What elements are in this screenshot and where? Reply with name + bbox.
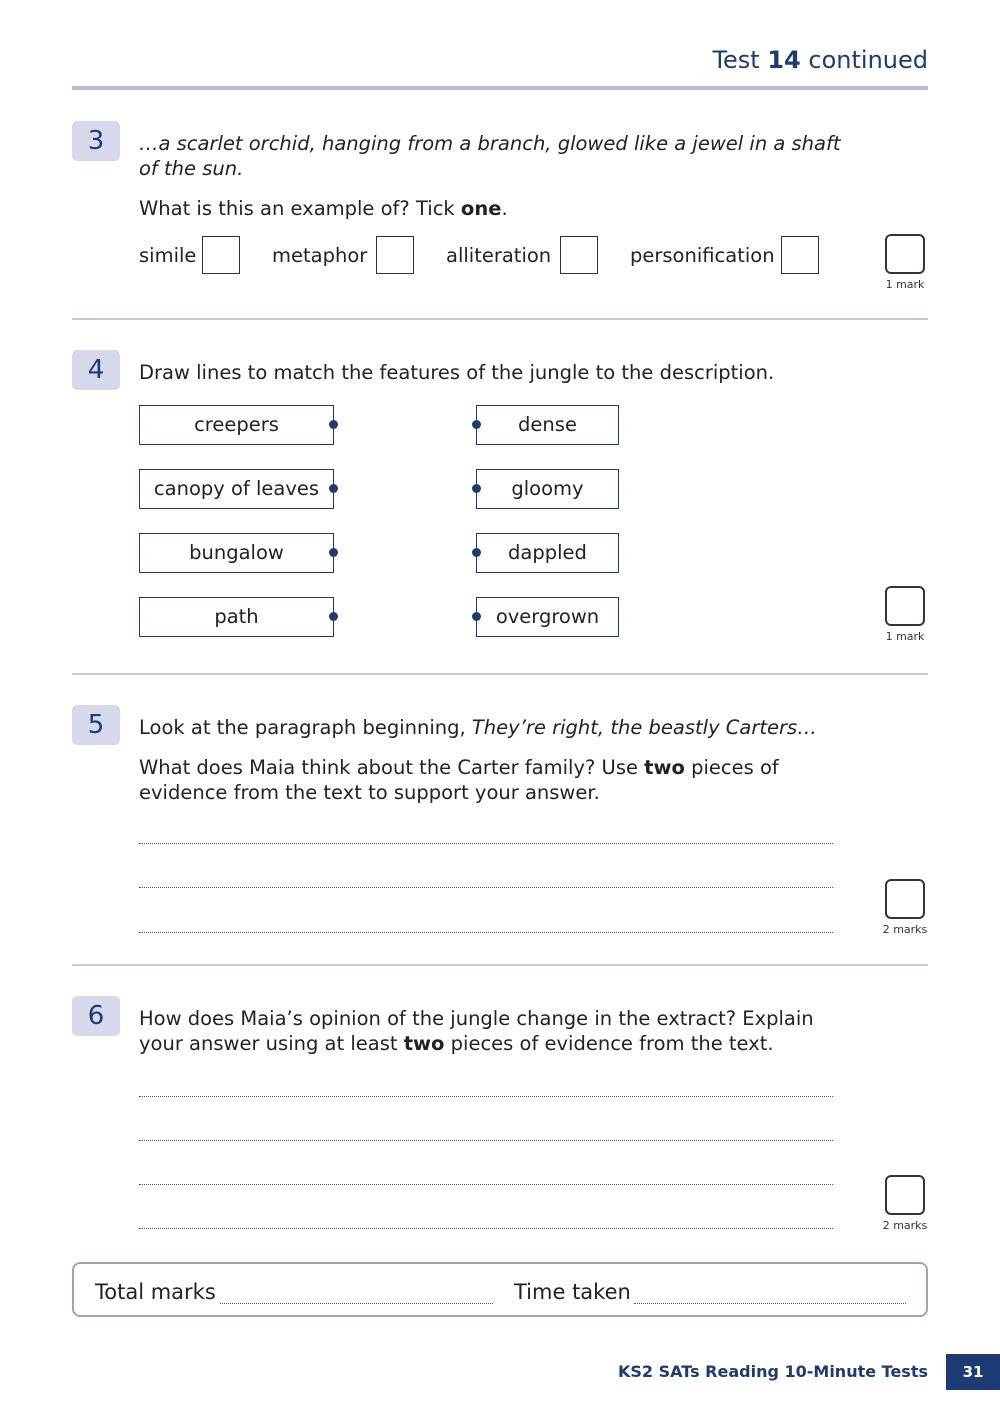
description-connector-dot[interactable] — [472, 548, 481, 557]
description-gloomy[interactable]: gloomy — [476, 469, 619, 509]
answer-line[interactable] — [139, 887, 833, 888]
description-connector-dot[interactable] — [472, 484, 481, 493]
option-simile-tickbox[interactable] — [202, 236, 240, 274]
section-divider — [72, 964, 928, 966]
question-6-line-1: How does Maia’s opinion of the jungle change in the extract? Explain — [139, 1007, 814, 1030]
question-3-mark-label: 1 mark — [885, 278, 925, 291]
question-3-quote-line-1: …a scarlet orchid, hanging from a branch, glowed like a jewel in a shaft — [139, 132, 841, 155]
question-4-mark-label: 1 mark — [885, 630, 925, 643]
option-alliteration-tickbox[interactable] — [560, 236, 598, 274]
question-4-prompt: Draw lines to match the features of the jungle to the description. — [139, 361, 775, 384]
section-divider — [72, 673, 928, 675]
answer-line[interactable] — [139, 1184, 833, 1185]
question-5-line-3: evidence from the text to support your answer. — [139, 781, 600, 804]
answer-line[interactable] — [139, 932, 833, 933]
feature-path[interactable]: path — [139, 597, 334, 637]
question-5-mark-box[interactable] — [885, 879, 925, 919]
question-4-mark-box[interactable] — [885, 586, 925, 626]
section-divider — [72, 318, 928, 320]
question-3-quote-line-2: of the sun. — [139, 157, 244, 180]
question-6-number: 6 — [72, 996, 120, 1036]
footer-book-title: KS2 SATs Reading 10-Minute Tests — [618, 1362, 928, 1381]
answer-line[interactable] — [139, 1228, 833, 1229]
feature-connector-dot[interactable] — [329, 420, 338, 429]
feature-bungalow[interactable]: bungalow — [139, 533, 334, 573]
time-taken-field[interactable] — [634, 1303, 906, 1304]
question-5-mark-label: 2 marks — [882, 923, 928, 936]
page-header-title: Test 14 continued — [712, 46, 928, 74]
total-marks-label: Total marks — [95, 1280, 216, 1304]
question-3-number: 3 — [72, 121, 120, 161]
question-5-line-2: What does Maia think about the Carter family? Use two pieces of — [139, 756, 779, 779]
feature-canopy-of-leaves[interactable]: canopy of leaves — [139, 469, 334, 509]
question-3-prompt: What is this an example of? Tick one. — [139, 197, 508, 220]
page-number: 31 — [946, 1354, 1000, 1390]
option-personification-tickbox[interactable] — [781, 236, 819, 274]
question-6-mark-box[interactable] — [885, 1175, 925, 1215]
description-overgrown[interactable]: overgrown — [476, 597, 619, 637]
feature-connector-dot[interactable] — [329, 484, 338, 493]
question-6-mark-label: 2 marks — [882, 1219, 928, 1232]
answer-line[interactable] — [139, 1140, 833, 1141]
time-taken-label: Time taken — [514, 1280, 631, 1304]
total-marks-field[interactable] — [220, 1303, 493, 1304]
option-metaphor-label: metaphor — [272, 244, 368, 267]
option-metaphor-tickbox[interactable] — [376, 236, 414, 274]
answer-line[interactable] — [139, 843, 833, 844]
option-alliteration-label: alliteration — [446, 244, 552, 267]
answer-line[interactable] — [139, 1096, 833, 1097]
option-simile-label: simile — [139, 244, 197, 267]
feature-connector-dot[interactable] — [329, 612, 338, 621]
option-personification-label: personification — [630, 244, 775, 267]
question-6-line-2: your answer using at least two pieces of evidence from the text. — [139, 1032, 774, 1055]
description-dense[interactable]: dense — [476, 405, 619, 445]
feature-connector-dot[interactable] — [329, 548, 338, 557]
question-5-line-1: Look at the paragraph beginning, They’re right, the beastly Carters… — [139, 716, 817, 739]
question-3-mark-box[interactable] — [885, 234, 925, 274]
feature-creepers[interactable]: creepers — [139, 405, 334, 445]
question-5-number: 5 — [72, 705, 120, 745]
header-rule — [72, 86, 928, 90]
description-connector-dot[interactable] — [472, 420, 481, 429]
description-connector-dot[interactable] — [472, 612, 481, 621]
description-dappled[interactable]: dappled — [476, 533, 619, 573]
question-4-number: 4 — [72, 350, 120, 390]
